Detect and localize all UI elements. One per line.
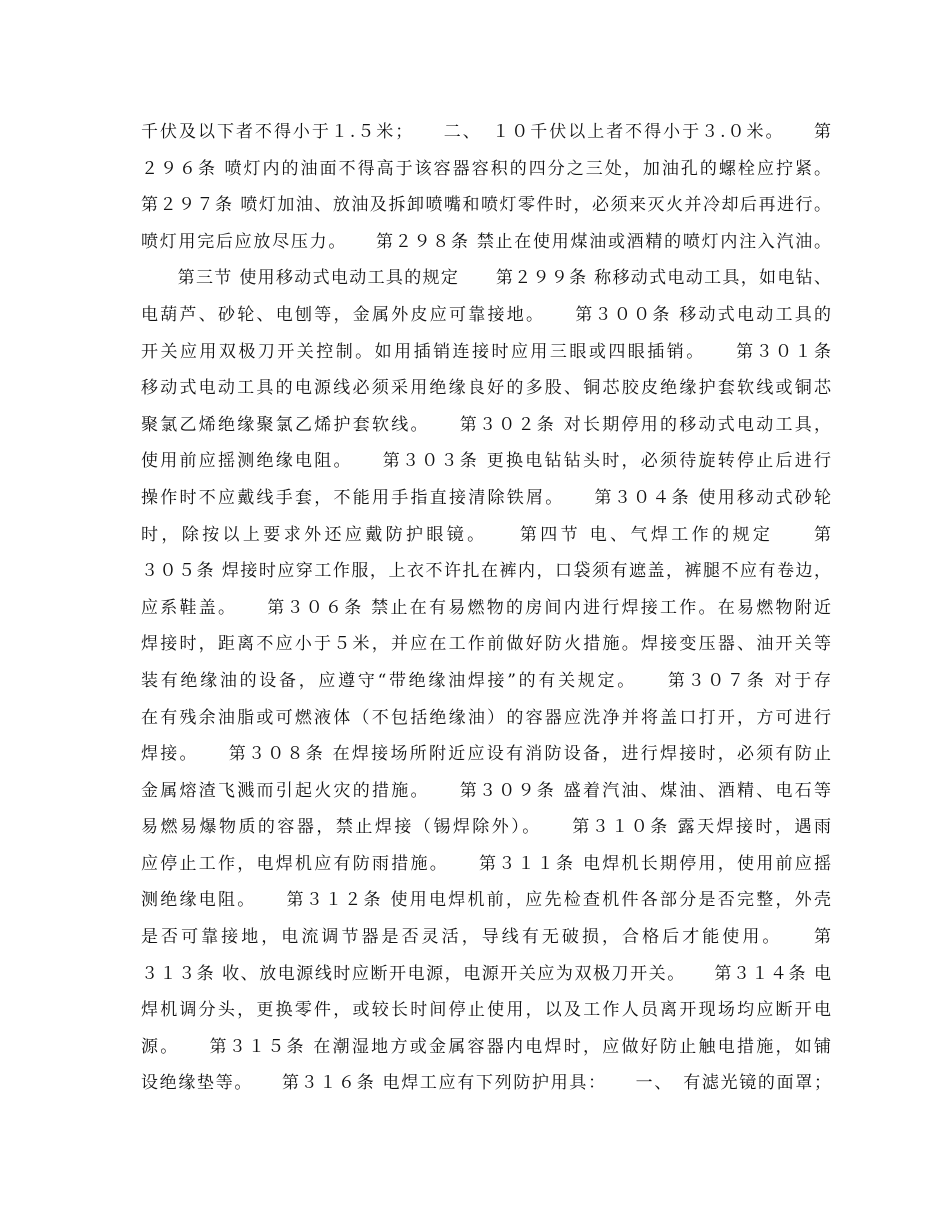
text-line: 在有残余油脂或可燃液体（不包括绝缘油）的容器应洗净并将盖口打开，方可进行 [141, 707, 831, 728]
text-line: 易燃易爆物质的容器，禁止焊接（锡焊除外）。 第３１０条 露天焊接时，遇雨 [141, 817, 831, 838]
text-line: 应停止工作，电焊机应有防雨措施。 第３１１条 电焊机长期停用，使用前应摇 [141, 853, 831, 874]
text-line: 喷灯用完后应放尽压力。 第２９８条 禁止在使用煤油或酒精的喷灯内注入汽油。 [141, 231, 831, 252]
text-line: 焊接时，距离不应小于５米，并应在工作前做好防火措施。焊接变压器、油开关等 [141, 634, 831, 655]
text-line: 千伏及以下者不得小于１.５米； 二、 １０千伏以上者不得小于３.０米。 第 [141, 122, 831, 142]
text-line: 聚氯乙烯绝缘聚氯乙烯护套软线。 第３０２条 对长期停用的移动式电动工具， [141, 414, 831, 435]
text-line: 第三节 使用移动式电动工具的规定 第２９９条 称移动式电动工具，如电钻、 [141, 268, 831, 289]
text-line: 操作时不应戴线手套，不能用手指直接清除铁屑。 第３０４条 使用移动式砂轮 [141, 487, 831, 508]
text-line: 第２９７条 喷灯加油、放油及拆卸喷嘴和喷灯零件时，必须来灭火并冷却后再进行。 [141, 195, 831, 216]
text-line: 测绝缘电阻。 第３１２条 使用电焊机前，应先检查机件各部分是否完整，外壳 [141, 890, 831, 911]
text-line: 使用前应摇测绝缘电阻。 第３０３条 更换电钻钻头时，必须待旋转停止后进行 [141, 451, 831, 472]
text-line: 焊接。 第３０８条 在焊接场所附近应设有消防设备，进行焊接时，必须有防止 [141, 744, 831, 765]
body-text [141, 114, 831, 1102]
text-line: ２９６条 喷灯内的油面不得高于该容器容积的四分之三处，加油孔的螺栓应拧紧。 [141, 158, 831, 179]
text-line: 移动式电动工具的电源线必须采用绝缘良好的多股、铜芯胶皮绝缘护套软线或铜芯 [141, 378, 831, 399]
text-line: 源。 第３１５条 在潮湿地方或金属容器内电焊时，应做好防止触电措施，如铺 [141, 1036, 831, 1057]
text-line: ３１３条 收、放电源线时应断开电源，电源开关应为双极刀开关。 第３１４条 电 [141, 963, 831, 984]
text-line: 时，除按以上要求外还应戴防护眼镜。 第四节 电、气焊工作的规定 第 [141, 524, 831, 545]
text-line: 电葫芦、砂轮、电刨等，金属外皮应可靠接地。 第３００条 移动式电动工具的 [141, 304, 831, 325]
text-line: 设绝缘垫等。 第３１６条 电焊工应有下列防护用具： 一、 有滤光镜的面罩； [141, 1073, 831, 1094]
text-line: 开关应用双极刀开关控制。如用插销连接时应用三眼或四眼插销。 第３０１条 [141, 341, 831, 362]
text-line: 金属熔渣飞溅而引起火灾的措施。 第３０９条 盛着汽油、煤油、酒精、电石等 [141, 780, 831, 801]
text-line: 应系鞋盖。 第３０６条 禁止在有易燃物的房间内进行焊接工作。在易燃物附近 [141, 597, 831, 618]
text-line: 是否可靠接地，电流调节器是否灵活，导线有无破损，合格后才能使用。 第 [141, 927, 831, 948]
text-line: 焊机调分头，更换零件，或较长时间停止使用，以及工作人员离开现场均应断开电 [141, 1000, 831, 1021]
text-line: ３０５条 焊接时应穿工作服，上衣不许扎在裤内，口袋须有遮盖，裤腿不应有卷边， [141, 561, 831, 582]
text-line: 装有绝缘油的设备，应遵守“带绝缘油焊接”的有关规定。 第３０７条 对于存 [141, 670, 831, 691]
